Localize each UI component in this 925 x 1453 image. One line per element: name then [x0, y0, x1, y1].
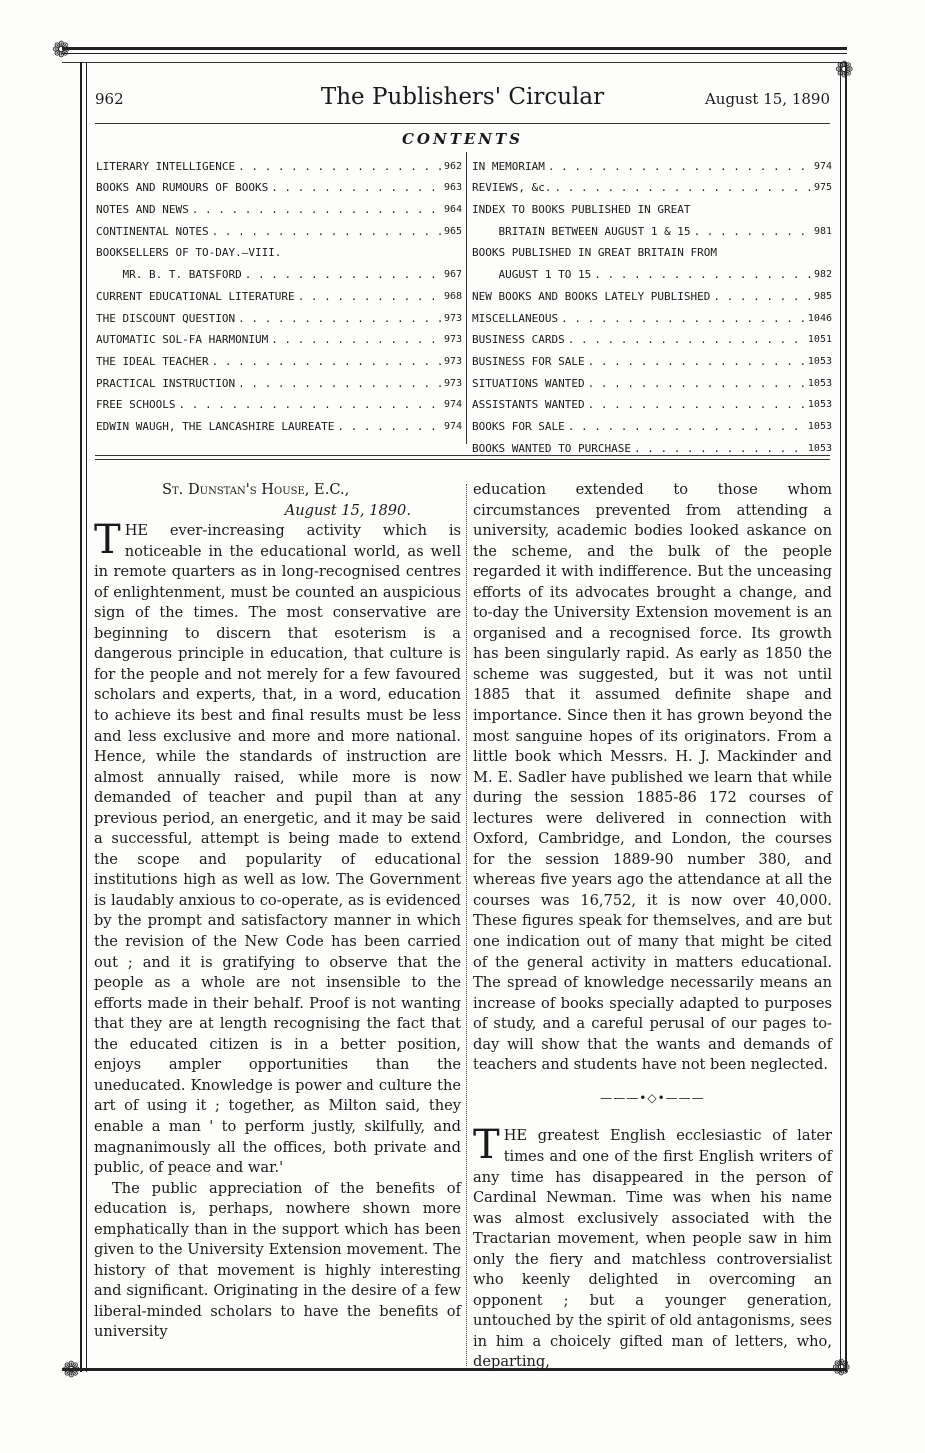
- corner-ornament-icon: ❁: [62, 1358, 81, 1383]
- leader-dots: [561, 312, 805, 326]
- contents-entry-title: FREE SCHOOLS: [96, 398, 176, 412]
- corner-ornament-icon: ❁: [52, 38, 71, 63]
- leader-dots: [271, 181, 441, 195]
- contents-entry: [96, 152, 462, 174]
- leader-dots: [337, 420, 441, 434]
- contents-entry-page: 1053: [807, 420, 832, 432]
- leader-dots: [245, 268, 441, 282]
- frame-left-rule: [80, 62, 87, 1372]
- frame-right-rule: [840, 62, 847, 1372]
- contents-entry-page: 1053: [807, 377, 832, 389]
- contents-entry: [472, 391, 832, 413]
- contents-entry-page: 1053: [807, 442, 832, 454]
- contents-entry-title: AUGUST 1 TO 15: [472, 268, 592, 282]
- contents-entry-line: [472, 239, 832, 261]
- contents-entry-page: 968: [443, 290, 462, 302]
- column-divider: [466, 484, 467, 1366]
- leader-dots: [212, 355, 441, 369]
- contents-entry-page: 974: [813, 160, 832, 172]
- contents-entry-page: 973: [443, 312, 462, 324]
- contents-entry: [472, 347, 832, 369]
- section-separator: ———•◇•———: [600, 1090, 705, 1105]
- section-double-rule: [95, 455, 830, 460]
- leader-dots: [298, 290, 441, 304]
- leader-dots: [238, 160, 441, 174]
- contents-entry-page: 1053: [807, 355, 832, 367]
- contents-entry: [96, 282, 462, 304]
- contents-entry-page: 973: [443, 355, 462, 367]
- contents-entry-title: BOOKSELLERS OF TO-DAY.—VIII.: [96, 246, 282, 260]
- drop-cap: T: [473, 1122, 500, 1169]
- contents-entry-title: MISCELLANEOUS: [472, 311, 559, 325]
- contents-entry-title: CURRENT EDUCATIONAL LITERATURE: [96, 289, 295, 303]
- contents-entry: [96, 217, 462, 239]
- leader-dots: [594, 268, 811, 282]
- contents-entry: [96, 369, 462, 391]
- contents-entry-title: IN MEMORIAM: [472, 159, 545, 173]
- contents-entry-page: 964: [443, 204, 462, 216]
- leader-dots: [238, 312, 441, 326]
- contents-entry: [472, 412, 832, 434]
- leader-dots: [568, 333, 805, 347]
- article-right-column: [473, 480, 832, 1373]
- contents-entry: [472, 434, 832, 456]
- contents-entry: [96, 326, 462, 348]
- contents-entry: [472, 326, 832, 348]
- contents-entry: [472, 260, 832, 282]
- contents-entry-title: BRITAIN BETWEEN AUGUST 1 & 15: [472, 224, 691, 238]
- corner-ornament-icon: ❁: [835, 58, 854, 83]
- article-paragraph: The public appreciation of the benefits of education is, perhaps, nowhere shown more emphatically than in the support which has been given to the University Extension movement. The history of that movement is highly interesting and significant. Originating in the desire of a few liberal-minded scholars to have the benefits of university: [94, 1179, 461, 1341]
- page-number: 962: [95, 90, 124, 108]
- contents-entry-page: 1046: [807, 312, 832, 324]
- dateline-place: St. Dunstan's House, E.C.,: [162, 481, 350, 498]
- corner-ornament-icon: ❁: [832, 1356, 851, 1381]
- contents-entry-title: BUSINESS CARDS: [472, 333, 565, 347]
- contents-entry-page: 1053: [807, 399, 832, 411]
- article-paragraph: THE ever-increasing activity which is noticeable in the educational world, as well in remote quarters as in long-recognised centres of enlightenment, must be counted an auspicious sign of the times. The most conservative are beginning to discern that esoterism is a dangerous principle in education, that culture is for the people and not merely for a few favoured scholars and experts, that, in a word, education to achieve its best and final results must be less and less exclusive and more and more national. Hence, while the standards of instruction are almost annually raised, while more is now demanded of teacher and pupil than at any previous period, an energetic, and it may be said a successful, attempt is being made to extend the scope and popularity of educational institutions high as well as low. The Government is laudably anxious to co-operate, as is evidenced by the prompt and satisfactory manner in which the revision of the New Code has been carried out ; and it is gratifying to observe that the people as a whole are not insensible to the efforts made in their behalf. Proof is not wanting that they are at length recognising the fact that the educated citizen is in a better position, enjoys ampler opportunities than the uneducated. Knowledge is power and culture the art of using it ; together, as Milton said, they enable a man ' to perform justly, skilfully, and magnanimously all the offices, both private and public, of peace and war.': [94, 517, 461, 1177]
- frame-top-rule: [62, 47, 847, 54]
- leader-dots: [634, 442, 805, 456]
- contents-entry-title: AUTOMATIC SOL-FA HARMONIUM: [96, 333, 269, 347]
- article-paragraph: THE greatest English ecclesiastic of later times and one of the first English writers of any time has disappeared in the person of Cardinal Newman. Time was when his name was almost exclusively associated with the Tractarian movement, when people saw in him only the fiery and matchless controversialist who keenly delighted in overcoming an opponent ; but a younger generation, untouched by the spirit of old antagonisms, sees in him a choicely gifted man of letters, who, departing,: [473, 1122, 832, 1371]
- leader-dots: [212, 225, 441, 239]
- article-paragraph: education extended to those whom circumstances prevented from attending a university, academic bodies looked askance on the scheme, and the bulk of the people regarded it with indifference. But the unceasing efforts of its advocates brought a change, and to-day the University Extension movement is an organised and a recognised force. Its growth has been singularly rapid. As early as 1850 the scheme was suggested, but it was not until 1885 that it assumed definite shape and importance. Since then it has grown beyond the most sanguine hopes of its originators. From a little book which Messrs. H. J. Mackinder and M. E. Sadler have published we learn that while during the session 1885-86 172 courses of lectures were delivered in connection with Oxford, Cambridge, and London, the courses for the session 1889-90 number 380, and whereas five years ago the attendance at all the courses was 16,752, it is now over 40,000. These figures speak for themselves, and are but one indication out of many that might be cited of the general activity in matters educational. The spread of knowledge necessarily means an increase of books specially adapted to purposes of study, and a careful perusal of our pages to-day will show that the wants and demands of teachers and students have not been neglected.: [473, 481, 832, 1074]
- contents-entry: [96, 304, 462, 326]
- contents-entry-page: 985: [813, 290, 832, 302]
- contents-entry-title: BOOKS AND RUMOURS OF BOOKS: [96, 181, 269, 195]
- contents-entry: [472, 369, 832, 391]
- contents-entry-title: NOTES AND NEWS: [96, 203, 189, 217]
- header-rule: [95, 123, 830, 124]
- contents-entry-title: NEW BOOKS AND BOOKS LATELY PUBLISHED: [472, 289, 711, 303]
- leader-dots: [192, 203, 441, 217]
- contents-entry-page: 1051: [807, 334, 832, 346]
- contents-entry-title: SITUATIONS WANTED: [472, 376, 585, 390]
- contents-entry-line: [472, 195, 832, 217]
- leader-dots: [548, 160, 811, 174]
- contents-entry: [96, 347, 462, 369]
- leader-dots: [568, 420, 805, 434]
- contents-entry-page: 965: [443, 225, 462, 237]
- contents-entry: [472, 304, 832, 326]
- contents-right-column: [472, 152, 832, 456]
- contents-entry-page: 975: [813, 182, 832, 194]
- contents-entry-title: THE DISCOUNT QUESTION: [96, 311, 236, 325]
- leader-dots: [588, 377, 805, 391]
- contents-entry-title: PRACTICAL INSTRUCTION: [96, 376, 236, 390]
- issue-date: August 15, 1890: [704, 90, 830, 108]
- contents-entry-page: 962: [443, 160, 462, 172]
- contents-entry-title: THE IDEAL TEACHER: [96, 354, 209, 368]
- contents-heading: CONTENTS: [401, 130, 524, 148]
- leader-dots: [238, 377, 441, 391]
- leader-dots: [713, 290, 811, 304]
- contents-entry-title: MR. B. T. BATSFORD: [96, 268, 242, 282]
- contents-entry: [96, 174, 462, 196]
- contents-entry-page: 974: [443, 399, 462, 411]
- contents-entry-title: LITERARY INTELLIGENCE: [96, 159, 236, 173]
- contents-entry-page: 981: [813, 225, 832, 237]
- contents-entry-page: 963: [443, 182, 462, 194]
- contents-entry-title: REVIEWS, &c.: [472, 181, 552, 195]
- contents-divider: [466, 152, 467, 444]
- leader-dots: [554, 181, 810, 195]
- contents-entry: [96, 412, 462, 434]
- contents-entry: [96, 391, 462, 413]
- publication-title: The Publishers' Circular: [320, 84, 605, 110]
- contents-entry-title: BOOKS PUBLISHED IN GREAT BRITAIN FROM: [472, 246, 718, 260]
- contents-entry-title: INDEX TO BOOKS PUBLISHED IN GREAT: [472, 203, 691, 217]
- contents-entry: [472, 217, 832, 239]
- contents-entry-page: 967: [443, 269, 462, 281]
- leader-dots: [271, 333, 441, 347]
- contents-entry: [96, 260, 462, 282]
- contents-entry-title: BOOKS FOR SALE: [472, 419, 565, 433]
- contents-entry: [472, 152, 832, 174]
- article-left-column: [94, 480, 461, 1343]
- leader-dots: [588, 355, 805, 369]
- contents-left-column: [96, 152, 462, 434]
- contents-entry-title: BOOKS WANTED TO PURCHASE: [472, 441, 631, 455]
- contents-entry: [96, 239, 462, 261]
- contents-entry: [472, 174, 832, 196]
- contents-entry: [96, 195, 462, 217]
- contents-entry-page: 973: [443, 377, 462, 389]
- running-header: [95, 84, 830, 114]
- contents-entry-page: 982: [813, 269, 832, 281]
- leader-dots: [694, 225, 811, 239]
- contents-entry-title: CONTINENTAL NOTES: [96, 224, 209, 238]
- contents-entry-page: 973: [443, 334, 462, 346]
- contents-entry-title: ASSISTANTS WANTED: [472, 398, 585, 412]
- leader-dots: [178, 398, 440, 412]
- contents-entry-page: 974: [443, 420, 462, 432]
- contents-entry: [472, 282, 832, 304]
- drop-cap: T: [94, 517, 121, 564]
- contents-entry-title: EDWIN WAUGH, THE LANCASHIRE LAUREATE: [96, 419, 335, 433]
- dateline-date: August 15, 1890.: [284, 501, 411, 519]
- leader-dots: [588, 398, 805, 412]
- frame-top-inner-rule: [62, 62, 847, 63]
- contents-entry-title: BUSINESS FOR SALE: [472, 354, 585, 368]
